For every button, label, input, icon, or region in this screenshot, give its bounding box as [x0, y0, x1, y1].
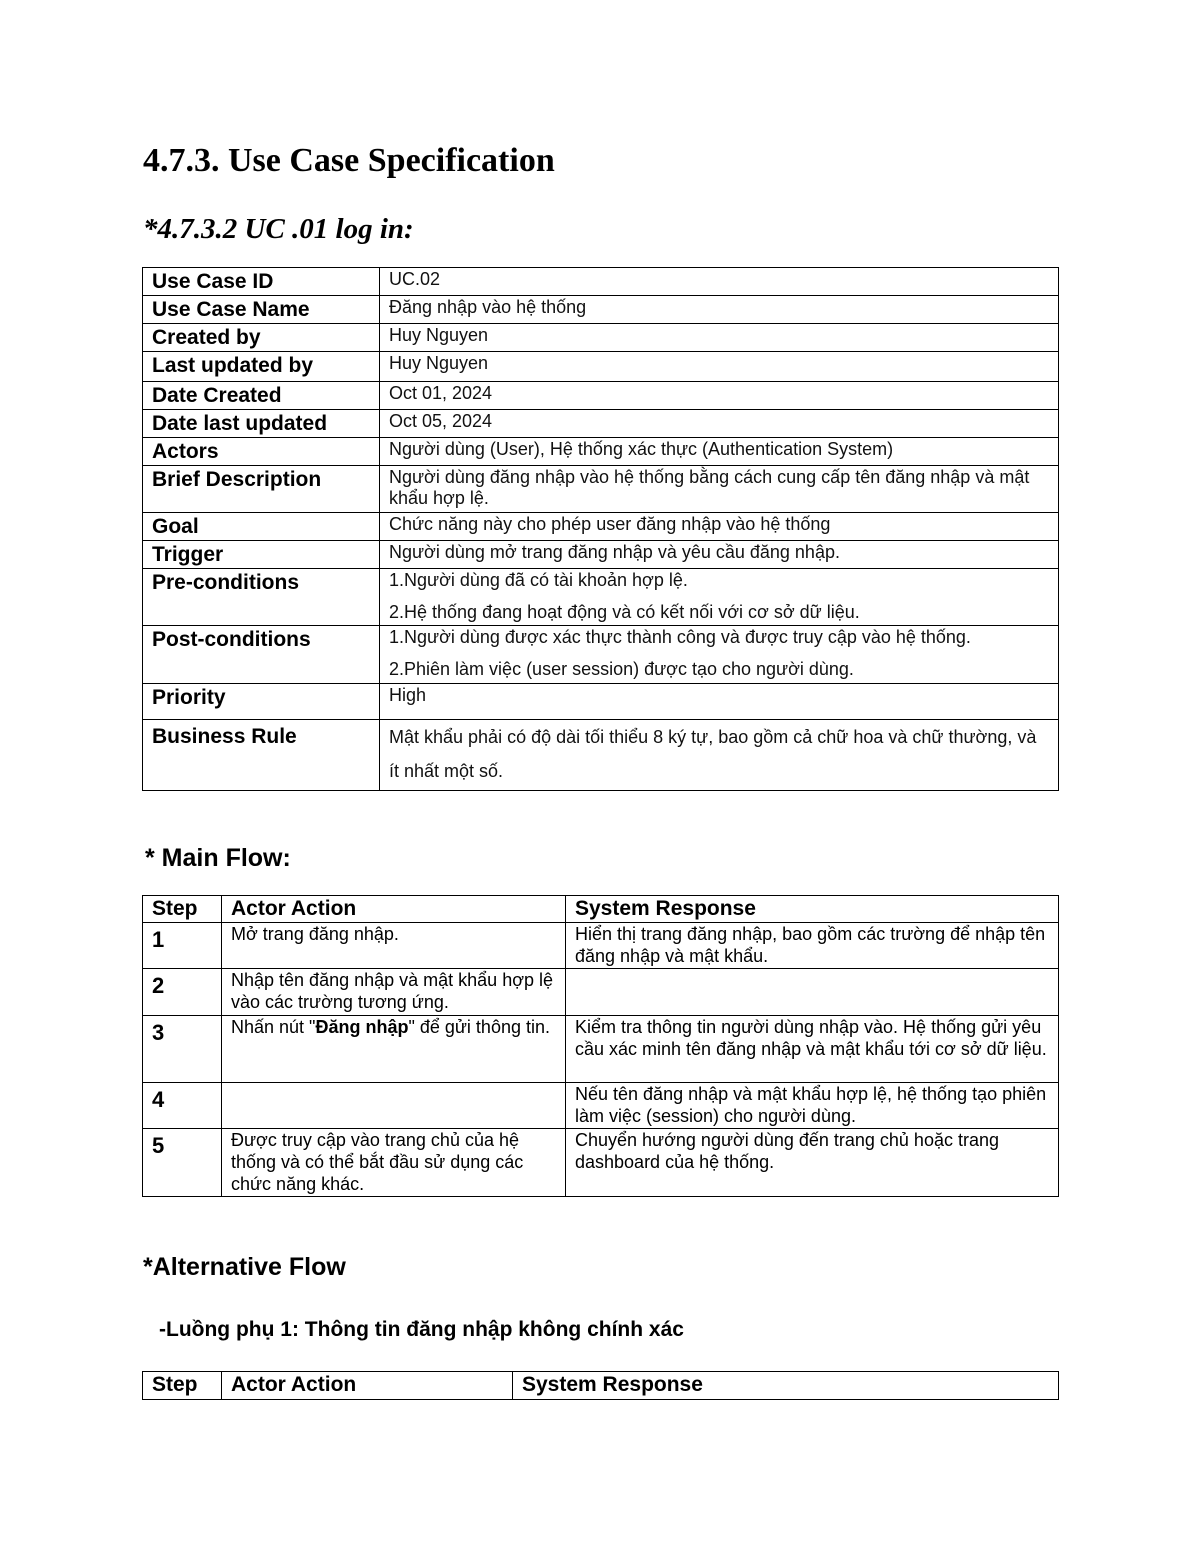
alternative-flow-heading: *Alternative Flow — [143, 1253, 346, 1281]
system-response-cell: Chuyển hướng người dùng đến trang chủ hoặc trang dashboard của hệ thống. — [566, 1129, 1059, 1197]
spec-row-trigger — [143, 541, 1059, 569]
spec-row-goal — [143, 513, 1059, 541]
spec-value-line: Oct 05, 2024 — [389, 411, 493, 431]
spec-value-line: Người dùng (User), Hệ thống xác thực (Authentication System) — [389, 439, 894, 459]
spec-label: Created by — [143, 324, 380, 352]
step-number: 4 — [143, 1083, 222, 1129]
column-header-actor-action: Actor Action — [222, 1372, 513, 1400]
table-row — [143, 1083, 1059, 1129]
table-row — [143, 1016, 1059, 1083]
system-response-cell: Kiểm tra thông tin người dùng nhập vào. Hệ thống gửi yêu cầu xác minh tên đăng nhập và mật khẩu tới cơ sở dữ liệu. — [566, 1016, 1059, 1083]
column-header-step: Step — [143, 896, 222, 923]
spec-value-line: Mật khẩu phải có độ dài tối thiểu 8 ký tự, bao gồm cả chữ hoa và chữ thường, và ít nhất một số. — [389, 727, 1037, 781]
main-flow-header-row — [143, 896, 1059, 923]
spec-value — [380, 352, 1059, 382]
spec-value — [380, 324, 1059, 352]
actor-action-cell — [222, 1083, 566, 1129]
spec-row-actors — [143, 438, 1059, 466]
spec-value — [380, 382, 1059, 410]
spec-label: Goal — [143, 513, 380, 541]
system-response-cell — [566, 969, 1059, 1016]
main-flow-heading: * Main Flow: — [145, 844, 291, 872]
alternative-flow-header-row — [143, 1372, 1059, 1400]
spec-row-date-created — [143, 382, 1059, 410]
spec-label: Pre-conditions — [143, 569, 380, 626]
spec-value-line: Chức năng này cho phép user đăng nhập vào hệ thống — [389, 514, 831, 534]
spec-label: Brief Description — [143, 466, 380, 513]
main-flow-table — [142, 895, 1059, 1197]
spec-label: Use Case Name — [143, 296, 380, 324]
spec-value-line: Oct 01, 2024 — [389, 383, 493, 403]
spec-row-business-rule — [143, 720, 1059, 791]
spec-row-pre-conditions — [143, 569, 1059, 626]
actor-action-text: Nhấn nút " — [231, 1017, 316, 1037]
spec-value — [380, 541, 1059, 569]
spec-value — [380, 438, 1059, 466]
spec-value — [380, 720, 1059, 791]
spec-value-line: Người dùng mở trang đăng nhập và yêu cầu đăng nhập. — [389, 542, 840, 562]
spec-label: Date Created — [143, 382, 380, 410]
table-row — [143, 1129, 1059, 1197]
spec-label: Trigger — [143, 541, 380, 569]
spec-value — [380, 296, 1059, 324]
subsection-title: *4.7.3.2 UC .01 log in: — [143, 213, 414, 245]
actor-action-cell: Nhập tên đăng nhập và mật khẩu hợp lệ vào các trường tương ứng. — [222, 969, 566, 1016]
spec-label: Business Rule — [143, 720, 380, 791]
spec-value-line: Huy Nguyen — [389, 325, 489, 345]
step-number: 1 — [143, 923, 222, 969]
column-header-actor-action: Actor Action — [222, 896, 566, 923]
login-button-name: Đăng nhập — [315, 1017, 409, 1037]
spec-row-post-conditions — [143, 626, 1059, 684]
spec-label: Priority — [143, 684, 380, 720]
spec-value-line: UC.02 — [389, 269, 441, 289]
spec-label: Post-conditions — [143, 626, 380, 684]
system-response-cell: Hiển thị trang đăng nhập, bao gồm các trường để nhập tên đăng nhập và mật khẩu. — [566, 923, 1059, 969]
column-header-system-response: System Response — [566, 896, 1059, 923]
spec-label: Use Case ID — [143, 268, 380, 296]
spec-row-priority — [143, 684, 1059, 720]
spec-label: Actors — [143, 438, 380, 466]
alternative-flow-table — [142, 1371, 1059, 1400]
table-row — [143, 969, 1059, 1016]
actor-action-text: " để gửi thông tin. — [408, 1017, 550, 1037]
spec-value-line: Đăng nhập vào hệ thống — [389, 297, 587, 317]
actor-action-cell — [222, 1016, 566, 1083]
step-number: 5 — [143, 1129, 222, 1197]
spec-row-use-case-name — [143, 296, 1059, 324]
spec-value-line: Huy Nguyen — [389, 353, 489, 373]
column-header-system-response: System Response — [513, 1372, 1059, 1400]
spec-row-date-last-updated — [143, 410, 1059, 438]
spec-label: Last updated by — [143, 352, 380, 382]
spec-row-use-case-id — [143, 268, 1059, 296]
spec-value — [380, 513, 1059, 541]
spec-value — [380, 268, 1059, 296]
spec-value-line: 2.Phiên làm việc (user session) được tạo cho người dùng. — [389, 659, 854, 679]
alternative-flow-subheading: -Luồng phụ 1: Thông tin đăng nhập không chính xác — [159, 1318, 684, 1341]
actor-action-cell: Mở trang đăng nhập. — [222, 923, 566, 969]
spec-row-created-by — [143, 324, 1059, 352]
spec-label: Date last updated — [143, 410, 380, 438]
use-case-spec-table — [142, 267, 1059, 791]
spec-value — [380, 569, 1059, 626]
spec-value — [380, 684, 1059, 720]
spec-value-line: Người dùng đăng nhập vào hệ thống bằng cách cung cấp tên đăng nhập và mật khẩu hợp lệ. — [389, 467, 1030, 508]
spec-value-line: 2.Hệ thống đang hoạt động và có kết nối với cơ sở dữ liệu. — [389, 602, 860, 622]
column-header-step: Step — [143, 1372, 222, 1400]
spec-value-line: 1.Người dùng được xác thực thành công và được truy cập vào hệ thống. — [389, 627, 971, 647]
spec-value — [380, 466, 1059, 513]
spec-value — [380, 626, 1059, 684]
spec-value — [380, 410, 1059, 438]
spec-value-line: 1.Người dùng đã có tài khoản hợp lệ. — [389, 570, 688, 590]
spec-row-last-updated-by — [143, 352, 1059, 382]
spec-value-line: High — [389, 685, 427, 705]
step-number: 3 — [143, 1016, 222, 1083]
table-row — [143, 923, 1059, 969]
step-number: 2 — [143, 969, 222, 1016]
system-response-cell: Nếu tên đăng nhập và mật khẩu hợp lệ, hệ thống tạo phiên làm việc (session) cho người dùng. — [566, 1083, 1059, 1129]
section-title: 4.7.3. Use Case Specification — [143, 142, 555, 179]
actor-action-cell: Được truy cập vào trang chủ của hệ thống và có thể bắt đầu sử dụng các chức năng khác. — [222, 1129, 566, 1197]
spec-row-brief-description — [143, 466, 1059, 513]
